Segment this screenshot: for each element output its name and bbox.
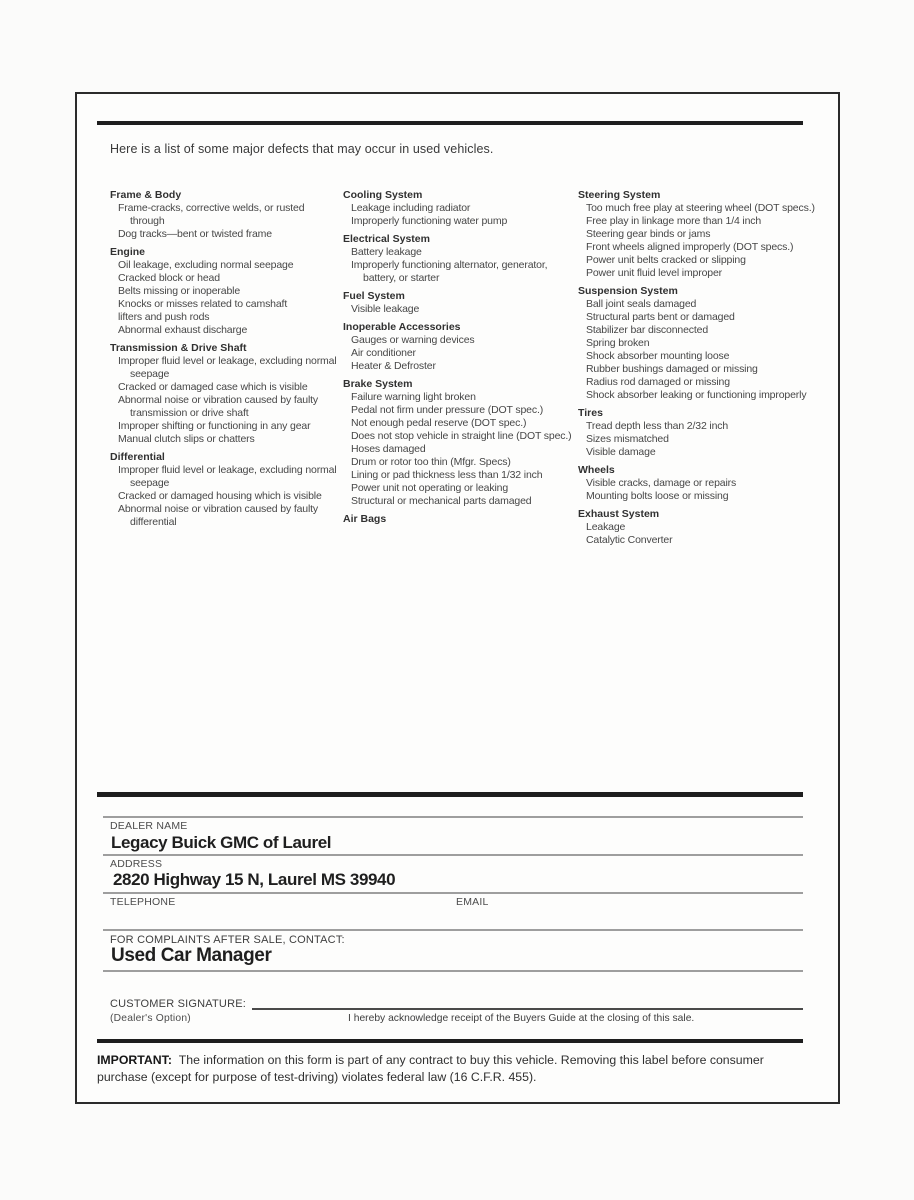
section-heading: Inoperable Accessories bbox=[343, 321, 461, 333]
customer-signature-label: CUSTOMER SIGNATURE: bbox=[110, 998, 247, 1010]
defect-item: Abnormal exhaust discharge bbox=[118, 324, 248, 336]
important-label: IMPORTANT: bbox=[97, 1053, 179, 1067]
section-heading: Cooling System bbox=[343, 189, 423, 201]
defect-item: Dog tracks—bent or twisted frame bbox=[118, 228, 272, 240]
defect-item: Shock absorber leaking or functioning improperly bbox=[586, 389, 807, 401]
defect-item: Stabilizer bar disconnected bbox=[586, 324, 709, 336]
defect-item: Abnormal noise or vibration caused by faulty differential bbox=[118, 503, 319, 528]
defect-item: Power unit belts cracked or slipping bbox=[586, 254, 746, 266]
defect-item: Heater & Defroster bbox=[351, 360, 436, 372]
defect-item: Cracked block or head bbox=[118, 272, 220, 284]
defect-item: Structural or mechanical parts damaged bbox=[351, 495, 532, 507]
acknowledgment-text: I hereby acknowledge receipt of the Buyers Guide at the closing of this sale. bbox=[348, 1013, 695, 1024]
address-top-rule bbox=[103, 854, 803, 856]
address-label: ADDRESS bbox=[110, 858, 163, 870]
defect-item: Belts missing or inoperable bbox=[118, 285, 241, 297]
defect-item: Power unit fluid level improper bbox=[586, 267, 722, 279]
defect-item: Knocks or misses related to camshaft bbox=[118, 298, 288, 310]
defect-item: Tread depth less than 2/32 inch bbox=[586, 420, 729, 432]
defect-item: Frame-cracks, corrective welds, or rusted through bbox=[118, 202, 305, 227]
dealer-name-value: Legacy Buick GMC of Laurel bbox=[111, 833, 332, 852]
defect-item: Battery leakage bbox=[351, 246, 422, 258]
buyers-guide-form bbox=[75, 92, 840, 1104]
defect-item: Manual clutch slips or chatters bbox=[118, 433, 255, 445]
defect-item: Gauges or warning devices bbox=[351, 334, 475, 346]
defect-item: Pedal not firm under pressure (DOT spec.) bbox=[351, 404, 544, 416]
defect-item: Cracked or damaged housing which is visible bbox=[118, 490, 322, 502]
complaints-contact-label: FOR COMPLAINTS AFTER SALE, CONTACT: bbox=[110, 934, 345, 946]
intro-text: Here is a list of some major defects that may occur in used vehicles. bbox=[110, 142, 494, 156]
defect-item: Drum or rotor too thin (Mfgr. Specs) bbox=[351, 456, 511, 468]
section-heading: Wheels bbox=[578, 464, 615, 476]
defect-item: Visible cracks, damage or repairs bbox=[586, 477, 737, 489]
defect-item: Sizes mismatched bbox=[586, 433, 669, 445]
defect-item: Leakage bbox=[586, 521, 626, 533]
customer-signature-row bbox=[110, 996, 803, 1010]
defect-item: Radius rod damaged or missing bbox=[586, 376, 730, 388]
important-notice bbox=[97, 1052, 803, 1086]
address-value: 2820 Highway 15 N, Laurel MS 39940 bbox=[113, 870, 396, 889]
section-heading: Air Bags bbox=[343, 513, 387, 525]
defect-item: Improperly functioning water pump bbox=[351, 215, 508, 227]
defect-item: Free play in linkage more than 1/4 inch bbox=[586, 215, 762, 227]
defect-item: Not enough pedal reserve (DOT spec.) bbox=[351, 417, 527, 429]
defect-item: Oil leakage, excluding normal seepage bbox=[118, 259, 294, 271]
defect-item: Shock absorber mounting loose bbox=[586, 350, 730, 362]
telephone-top-rule bbox=[103, 892, 803, 894]
dealer-name-top-rule bbox=[103, 816, 803, 818]
defects-column-2 bbox=[343, 184, 576, 526]
complaints-bottom-rule bbox=[103, 970, 803, 972]
defect-item: Abnormal noise or vibration caused by faulty transmission or drive shaft bbox=[118, 394, 319, 419]
defect-item: Structural parts bent or damaged bbox=[586, 311, 735, 323]
email-label: EMAIL bbox=[456, 896, 489, 908]
section-heading: Differential bbox=[110, 451, 165, 463]
section-heading: Transmission & Drive Shaft bbox=[110, 342, 247, 354]
defect-item: Spring broken bbox=[586, 337, 650, 349]
defect-item: Power unit not operating or leaking bbox=[351, 482, 509, 494]
complaints-top-rule bbox=[103, 929, 803, 931]
defect-item: lifters and push rods bbox=[118, 311, 210, 323]
defect-item: Improper shifting or functioning in any gear bbox=[118, 420, 311, 432]
defect-item: Leakage including radiator bbox=[351, 202, 471, 214]
defects-column-1 bbox=[110, 184, 340, 529]
important-divider-rule bbox=[97, 1039, 803, 1043]
section-heading: Electrical System bbox=[343, 233, 430, 245]
dealer-name-label: DEALER NAME bbox=[110, 820, 188, 832]
defects-column-3 bbox=[578, 184, 818, 547]
section-heading: Tires bbox=[578, 407, 603, 419]
defect-item: Visible damage bbox=[586, 446, 656, 458]
defect-item: Air conditioner bbox=[351, 347, 416, 359]
defect-item: Improper fluid level or leakage, excluding normal seepage bbox=[118, 464, 337, 489]
important-text: The information on this form is part of any contract to buy this vehicle. Removing this label before consumer purchase (except for purpose of test-driving) violates federal law (16 C.F.R. 455). bbox=[97, 1053, 764, 1084]
defect-item: Lining or pad thickness less than 1/32 inch bbox=[351, 469, 543, 481]
defect-item: Mounting bolts loose or missing bbox=[586, 490, 729, 502]
defect-item: Too much free play at steering wheel (DOT specs.) bbox=[586, 202, 815, 214]
dealers-option-label: (Dealer's Option) bbox=[110, 1013, 191, 1024]
section-heading: Engine bbox=[110, 246, 146, 258]
section-heading: Suspension System bbox=[578, 285, 678, 297]
section-heading: Frame & Body bbox=[110, 189, 182, 201]
complaints-contact-value: Used Car Manager bbox=[111, 945, 272, 966]
telephone-label: TELEPHONE bbox=[110, 896, 176, 908]
defect-item: Does not stop vehicle in straight line (DOT spec.) bbox=[351, 430, 572, 442]
section-heading: Exhaust System bbox=[578, 508, 660, 520]
defect-item: Improperly functioning alternator, generator, battery, or starter bbox=[351, 259, 548, 284]
defect-item: Catalytic Converter bbox=[586, 534, 673, 546]
defect-item: Steering gear binds or jams bbox=[586, 228, 711, 240]
top-divider-rule bbox=[97, 121, 803, 125]
customer-signature-line bbox=[252, 996, 803, 1010]
section-heading: Steering System bbox=[578, 189, 661, 201]
section-heading: Fuel System bbox=[343, 290, 405, 302]
defect-item: Cracked or damaged case which is visible bbox=[118, 381, 308, 393]
defect-item: Failure warning light broken bbox=[351, 391, 476, 403]
defect-item: Improper fluid level or leakage, excluding normal seepage bbox=[118, 355, 337, 380]
defect-item: Ball joint seals damaged bbox=[586, 298, 697, 310]
defect-item: Front wheels aligned improperly (DOT specs.) bbox=[586, 241, 794, 253]
dealer-section-divider-rule bbox=[97, 792, 803, 797]
section-heading: Brake System bbox=[343, 378, 413, 390]
defect-item: Hoses damaged bbox=[351, 443, 426, 455]
defect-item: Rubber bushings damaged or missing bbox=[586, 363, 758, 375]
defect-item: Visible leakage bbox=[351, 303, 420, 315]
